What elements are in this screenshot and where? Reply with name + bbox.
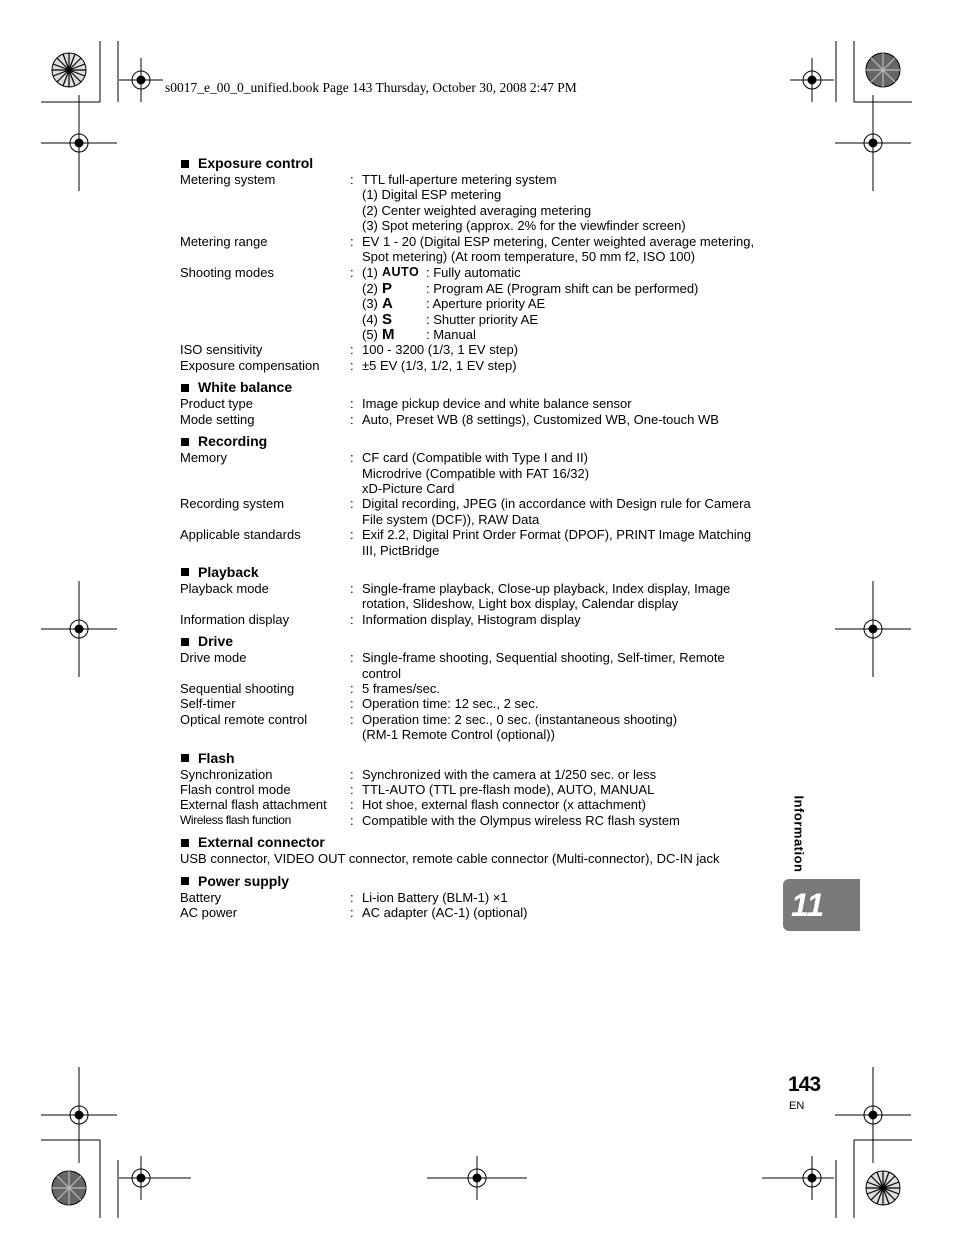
section-title: White balance <box>180 379 780 396</box>
section-title: Playback <box>180 564 780 581</box>
spec-row: Recording system : Digital recording, JPEG (in accordance with Design rule for Camera File system (DCF)), RAW Data <box>180 496 751 527</box>
spec-value: 100 - 3200 (1/3, 1 EV step) <box>362 342 519 358</box>
spec-row: Synchronization : Synchronized with the camera at 1/250 sec. or less <box>180 766 657 782</box>
square-bullet-icon <box>181 839 189 847</box>
spec-content <box>180 155 780 920</box>
spec-row: Sequential shooting : 5 frames/sec. <box>180 680 441 696</box>
language-code: EN <box>789 1100 805 1112</box>
section-title: External connector <box>180 834 780 851</box>
square-bullet-icon <box>181 384 189 392</box>
p-mode-icon: P <box>382 279 393 297</box>
spec-row: Metering range : EV 1 - 20 (Digital ESP metering, Center weighted average metering, Spot metering) (At room temperature, 50 mm f2, ISO 100) <box>180 234 780 265</box>
mode-item: (2) P : Program AE (Program shift can be performed) <box>362 279 699 297</box>
spec-row: Playback mode : Single-frame playback, Close-up playback, Index display, Image rotation, Slideshow, Light box display, Calendar display <box>180 580 731 612</box>
spec-label: Exposure compensation <box>180 357 320 373</box>
spec-label: Metering system <box>180 172 276 187</box>
spec-label: Metering range <box>180 233 268 249</box>
spec-value: TTL full-aperture metering system (1) Digital ESP metering (2) Center weighted averaging metering (3) Spot metering (approx. 2% for the viewfinder screen) <box>362 172 686 234</box>
spec-row: Battery : Li-ion Battery (BLM-1) ×1 <box>180 889 508 905</box>
section-title: Exposure control <box>180 155 780 172</box>
spec-row: Flash control mode : TTL-AUTO (TTL pre-flash mode), AUTO, MANUAL <box>180 782 655 797</box>
section-title: Drive <box>180 633 780 650</box>
spec-label: ISO sensitivity <box>180 342 263 358</box>
spec-label: Shooting modes <box>180 265 274 281</box>
square-bullet-icon <box>181 877 189 885</box>
square-bullet-icon <box>181 638 189 646</box>
square-bullet-icon <box>181 160 189 168</box>
spec-row: Optical remote control : Operation time: 2 sec., 0 sec. (instantaneous shooting) (RM-1 Remote Control (optional)) <box>180 711 678 743</box>
spec-row: AC power : AC adapter (AC-1) (optional) <box>180 905 528 921</box>
mode-item: (5) M : Manual <box>362 326 476 344</box>
auto-mode-icon: AUTO <box>382 265 420 280</box>
chapter-tab: 11 <box>783 879 860 931</box>
spec-row: ISO sensitivity : 100 - 3200 (1/3, 1 EV step) <box>180 342 780 357</box>
s-mode-icon: S <box>382 310 393 328</box>
section-title: Power supply <box>180 873 780 890</box>
spec-row: Mode setting : Auto, Preset WB (8 settings), Customized WB, One-touch WB <box>180 411 719 427</box>
book-header: s0017_e_00_0_unified.book Page 143 Thursday, October 30, 2008 2:47 PM <box>165 80 577 95</box>
spec-row: Metering system : TTL full-aperture metering system (1) Digital ESP metering (2) Center weighted averaging metering (3) Spot metering (approx. 2% for the viewfinder screen) <box>180 172 780 234</box>
a-mode-icon: A <box>382 295 393 313</box>
section-title: Flash <box>180 750 780 767</box>
spec-row: Information display : Information display, Histogram display <box>180 611 581 627</box>
spec-row: Self-timer : Operation time: 12 sec., 2 sec. <box>180 696 539 712</box>
section-title: Recording <box>180 433 780 450</box>
square-bullet-icon <box>181 568 189 576</box>
spec-row: Product type : Image pickup device and white balance sensor <box>180 396 632 412</box>
spec-row: Applicable standards : Exif 2.2, Digital Print Order Format (DPOF), PRINT Image Matching III, PictBridge <box>180 527 752 558</box>
mode-item: (3) A : Aperture priority AE <box>362 295 546 313</box>
square-bullet-icon <box>181 438 189 446</box>
spec-row: External flash attachment : Hot shoe, external flash connector (x attachment) <box>180 797 646 813</box>
spec-row: Memory : CF card (Compatible with Type I and II) Microdrive (Compatible with FAT 16/32) xD-Picture Card <box>180 450 590 496</box>
spec-row-shooting-modes: Shooting modes : (1) AUTO : Fully automatic (2) P : Program AE (Program shift can be performed) (3) A : Aperture priority AE (4) S : Shutter priority AE (5) M : Manual <box>180 265 780 342</box>
spec-value: EV 1 - 20 (Digital ESP metering, Center weighted average metering, Spot metering) (At room temperature, 50 mm f2, ISO 100) <box>362 233 755 265</box>
square-bullet-icon <box>181 754 189 762</box>
m-mode-icon: M <box>382 326 395 344</box>
chapter-side-label: Information <box>791 795 807 873</box>
spec-row: Drive mode : Single-frame shooting, Sequential shooting, Self-timer, Remote control <box>180 650 725 681</box>
spec-text: USB connector, VIDEO OUT connector, remote cable connector (Multi-connector), DC-IN jack <box>180 851 720 867</box>
mode-item: (4) S : Shutter priority AE <box>362 310 538 328</box>
spec-row: Wireless flash function : Compatible with the Olympus wireless RC flash system <box>180 812 680 828</box>
mode-item: (1) AUTO : Fully automatic <box>362 265 521 281</box>
spec-row: Exposure compensation : ±5 EV (1/3, 1/2, 1 EV step) <box>180 358 780 373</box>
spec-value: ±5 EV (1/3, 1/2, 1 EV step) <box>362 357 517 373</box>
spec-value <box>362 265 780 342</box>
page-number: 143 <box>788 1073 821 1096</box>
